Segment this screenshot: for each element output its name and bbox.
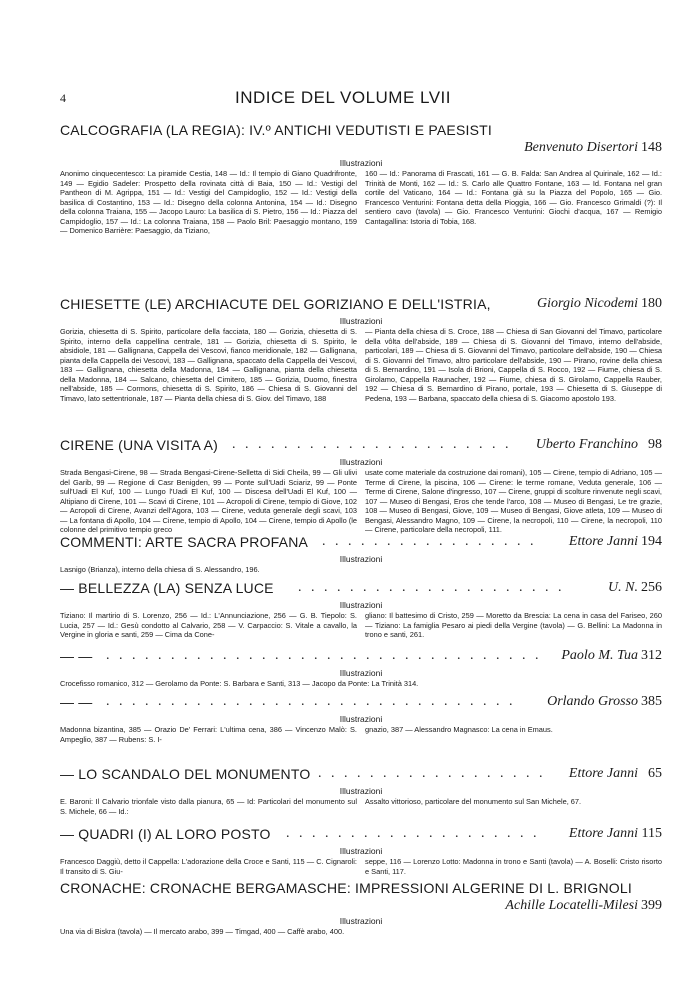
illustrations-col-right: seppe, 116 — Lorenzo Lotto: Madonna in trono e Santi (tavola) — A. Boselli: Cristo risorto e Santi, 117. (365, 857, 662, 876)
entry-author: Ettore Janni (568, 534, 638, 549)
page-heading: INDICE DEL VOLUME LVII (235, 88, 451, 107)
illustrations-col-left: Strada Bengasi-Cirene, 98 — Strada Bengasi-Cirene-Selletta di Sidi Cheila, 99 — Gli ulivi del Garib, 99 — Regione di Casr Benigden, 99 — Ponte sull'Uadi Sciariz, 99 — Ponte sull'Uadi El Kuf, 100 — Lungo l'Uadi El Kuf, 100 — Discesa dell'Uadi El Kuf, 100 — Altipiano di Cirene, 101 — Scavi di Cirene, 101 — Acropoli di Cirene, tempio di Giove, 102 — Acropoli di Cirene, Avanzi dell'Agora, 103 — Cirene, veduta generale degli scavi, 103 — La fontana di Apollo, 104 — Cirene, tempio di Apollo, 104 — Cirene, tempio di Apollo (le colonne del primitivo tempio greco (60, 468, 357, 534)
page-number: 4 (60, 91, 66, 105)
index-entry (60, 694, 662, 744)
entry-author: Achille Locatelli-Milesi (505, 898, 638, 913)
entry-author: Giorgio Nicodemi (537, 296, 638, 311)
index-entry (60, 826, 662, 876)
entry-page: 115 (641, 826, 662, 841)
illustrations-label: Illustrazioni (339, 668, 383, 678)
leader-dots: . . . . . . . . . . . . . . . . . . . . (286, 826, 540, 841)
illustrations-col-right: — Pianta della chiesa di S. Croce, 188 — Chiesa di San Giovanni del Timavo, particolare della vôlta dell'abside, 189 — Chiesa di S. Giovanni del Timavo, interno dell'abside, particolari, 189 — Chiesa di S. Giovanni del Timavo, particolare dell'abside, 190 — Chiesa di S. Giovanni del Timavo, altro particolare dell'abside, 190 — Pirano, rovine della chiesa di S. Bernardino, 191 — Isola di Brioni, Cappella di S. Rocco, 192 — Fiume, chiesa di S. Girolamo, Cappella Raunacher, 192 — Fiume, chiesa di S. Girolamo, Cappella Rauber, 192 — Chiesa di S. Bernardino di Pirano, portale, 193 — Chiesetta di S. Giuseppe di Pedena, 193 — Barbana, spaccato della chiesa di S. Giacomo apostolo 193. (365, 327, 662, 403)
entry-page: 399 (641, 898, 662, 913)
illustrations-col-right: usate come materiale da costruzione dai romani), 105 — Cirene, tempio di Adriano, 105 — Terme di Cirene, la piscina, 106 — Cirene: le terme romane, Veduta generale, 106 — Terme di Cirene, Salone d'ingresso, 107 — Cirene, gruppi di scolture rinvenute negli scavi, 107 — Museo di Bengasi, Eros che tende l'arco, 108 — Museo di Bengasi, Le tre grazie, 108 — Museo di Bengasi, Giove, 109 — Museo di Bengasi, Giove atleta, 109 — Museo di Bengasi, Alessandro Magno, 109 — Cirene, la necropoli, 110 — Cirene, la necropoli, 110 — Cirene, particolare della necropoli, 111. (365, 468, 662, 534)
illustrations-col-right: gnazio, 387 — Alessandro Magnasco: La cena in Emaus. (365, 725, 553, 734)
entry-page: 312 (641, 648, 662, 663)
entry-page: 194 (641, 534, 662, 549)
leader-dots: . . . . . . . . . . . . . . . . . . (318, 766, 546, 781)
illustrations-text: Crocefisso romanico, 312 — Gerolamo da Ponte: S. Barbara e Santi, 313 — Jacopo da Ponte: La Trinità 314. (60, 679, 419, 688)
index-entry (60, 580, 662, 640)
illustrations-col-left: Gorizia, chiesetta di S. Spirito, particolare della facciata, 180 — Gorizia, chiesetta di S. Spirito, interno della cappellina centrale, 181 — Gorizia, chiesetta di S. Spirito, le absidiole, 181 — Gallignana, Cappella dei Vescovi, fianco meridionale, 182 — Gallignana, pianta della Cappella dei Vescovi, 183 — Gallignana, spaccato della Cappella dei Vescovi, 183 — Gallignana, chiesetta della Madonna, 184 — Gallignana, pianta della chiesetta della Madonna, 184 — Salcano, chiesetta del Cimitero, 185 — Gorizia, Duomo, finestra nell'abside, 185 — Cormons, chiesetta di S. Spirito, 186 — Chiesa di S. Giovanni del Timavo, lato settentrionale, 187 — Pianta della chiesa di S. Giov. del Timavo, 188 (60, 327, 357, 403)
illustrations-col-right: 160 — Id.: Panorama di Frascati, 161 — G. B. Falda: San Andrea al Quirinale, 162 — Id.: Trinità de Monti, 162 — Id.: S. Carlo alle Quattro Fontane, 163 — Id. Fontana nel gran cortile del Vaticano, 164 — Id.: Fontana già su la Piazza del Popolo, 165 — Gio. Francesco Venturini: Fontana detta della Pioggia, 166 — Gio. Francesco Grimaldi (?): Il sentiero cavo (tavola) — Gio. Francesco Venturini: Giochi d'acqua, 167 — Remigio Cantagallina: Istoria di Tobia, 168. (365, 169, 662, 226)
entry-page: 256 (641, 580, 662, 595)
index-entry (60, 437, 662, 535)
index-entry (60, 296, 662, 403)
illustrations-label: Illustrazioni (339, 316, 383, 326)
entry-page: 148 (641, 140, 662, 155)
index-entry (60, 534, 662, 575)
leader-dots: . . . . . . . . . . . . . . . . . . . . . . (232, 437, 512, 452)
entry-title: — — (60, 694, 93, 710)
entry-page: 385 (641, 694, 662, 709)
illustrations-col-right: Assalto vittorioso, particolare del monumento sul San Michele, 67. (365, 797, 582, 806)
illustrations-label: Illustrazioni (339, 554, 383, 564)
entry-author: Paolo M. Tua (561, 648, 638, 663)
entry-page: 98 (648, 437, 662, 452)
index-entry (60, 880, 662, 937)
entry-author: Orlando Grosso (547, 694, 638, 709)
entry-page: 180 (641, 296, 662, 311)
entry-title: — LO SCANDALO DEL MONUMENTO (60, 766, 311, 782)
illustrations-label: Illustrazioni (339, 846, 383, 856)
illustrations-label: Illustrazioni (339, 600, 383, 610)
entry-title: CHIESETTE (LE) ARCHIACUTE DEL GORIZIANO E DELL'ISTRIA, (60, 296, 491, 312)
entry-author: Uberto Franchino (535, 437, 638, 452)
illustrations-col-left: Anonimo cinquecentesco: La piramide Cestia, 148 — Id.: Il tempio di Giano Quadrifronte, 149 — Egidio Sadeler: Prospetto della rovinata città di Baia, 150 — Id.: Vestigi del Pantheon di M. Agrippa, 151 — Id.: Vestigi del Campidoglio, 152 — Id.: Vestigi della basilica di Costantino, 153 — Id.: Disegno della colonna Antonina, 154 — Id.: Disegno della colonna Traiana, 155 — Jacopo Lauro: La basilica di S. Pietro, 156 — Id.: Piazza del Campidoglio, 157 — Id.: La colonna Traiana, 158 — Paolo Bril: Paesaggio montano, 159 — Domenico Barrière: Paesaggio, da Tiziano, (60, 169, 357, 235)
illustrations-col-left: Francesco Daggiù, detto il Cappella: L'adorazione della Croce e Santi, 115 — C. Cignaroli: Il transito di S. Giu- (60, 857, 357, 876)
entry-author: Benvenuto Disertori (524, 140, 638, 155)
entry-title: — QUADRI (I) AL LORO POSTO (60, 826, 271, 842)
entry-title: CIRENE (UNA VISITA A) (60, 437, 218, 453)
leader-dots: . . . . . . . . . . . . . . . . . (322, 534, 537, 549)
entry-title: CALCOGRAFIA (LA REGIA): IV.º ANTICHI VEDUTISTI E PAESISTI (60, 122, 492, 138)
illustrations-text: Lasnigo (Brianza), interno della chiesa di S. Alessandro, 196. (60, 565, 260, 574)
entry-title: COMMENTI: ARTE SACRA PROFANA (60, 534, 309, 550)
illustrations-col-left: Madonna bizantina, 385 — Orazio De' Ferrari: L'ultima cena, 386 — Vincenzo Malò: S. Ampeglio, 387 — Rubens: S. I- (60, 725, 357, 744)
leader-dots: . . . . . . . . . . . . . . . . . . . . . (298, 580, 565, 595)
entry-title: CRONACHE: CRONACHE BERGAMASCHE: IMPRESSIONI ALGERINE DI L. BRIGNOLI (60, 880, 632, 896)
entry-author: U. N. (608, 580, 638, 595)
leader-dots: . . . . . . . . . . . . . . . . . . . . . . . . . . . . . . . . . . (106, 648, 542, 663)
leader-dots: . . . . . . . . . . . . . . . . . . . . . . . . . . . . . . . . (106, 694, 516, 709)
index-entry (60, 122, 662, 236)
illustrations-label: Illustrazioni (339, 714, 383, 724)
entry-author: Ettore Janni (568, 826, 638, 841)
entry-author: Ettore Janni (568, 766, 638, 781)
illustrations-col-left: Tiziano: Il martirio di S. Lorenzo, 256 — Id.: L'Annunciazione, 256 — G. B. Tiepolo: S. Lucia, 257 — Id.: Gesù condotto al Calvario, 258 — V. Carpaccio: S. Vitale a cavallo, la Vergine in gloria e santi, 259 — Cima da Cone- (60, 611, 357, 639)
illustrations-col-right: gliano: Il battesimo di Cristo, 259 — Moretto da Brescia: La cena in casa del Fariseo, 260 — Tiziano: La famiglia Pesaro ai piedi della Vergine (tavola) — G. Bellini: La Madonna in trono e santi, 261. (365, 611, 662, 639)
entry-page: 65 (648, 766, 662, 781)
illustrations-label: Illustrazioni (339, 916, 383, 926)
index-entry (60, 766, 662, 816)
illustrations-col-left: E. Baroni: Il Calvario trionfale visto dalla pianura, 65 — Id: Particolari del monumento sul S. Michele, 66 — Id.: (60, 797, 357, 816)
entry-title: — — (60, 648, 93, 664)
illustrations-label: Illustrazioni (339, 457, 383, 467)
illustrations-label: Illustrazioni (339, 786, 383, 796)
illustrations-label: Illustrazioni (339, 158, 383, 168)
entry-title: — BELLEZZA (LA) SENZA LUCE (60, 580, 274, 596)
index-entry (60, 648, 662, 689)
illustrations-text: Una via di Biskra (tavola) — Il mercato arabo, 399 — Timgad, 400 — Caffè arabo, 400. (60, 927, 345, 936)
